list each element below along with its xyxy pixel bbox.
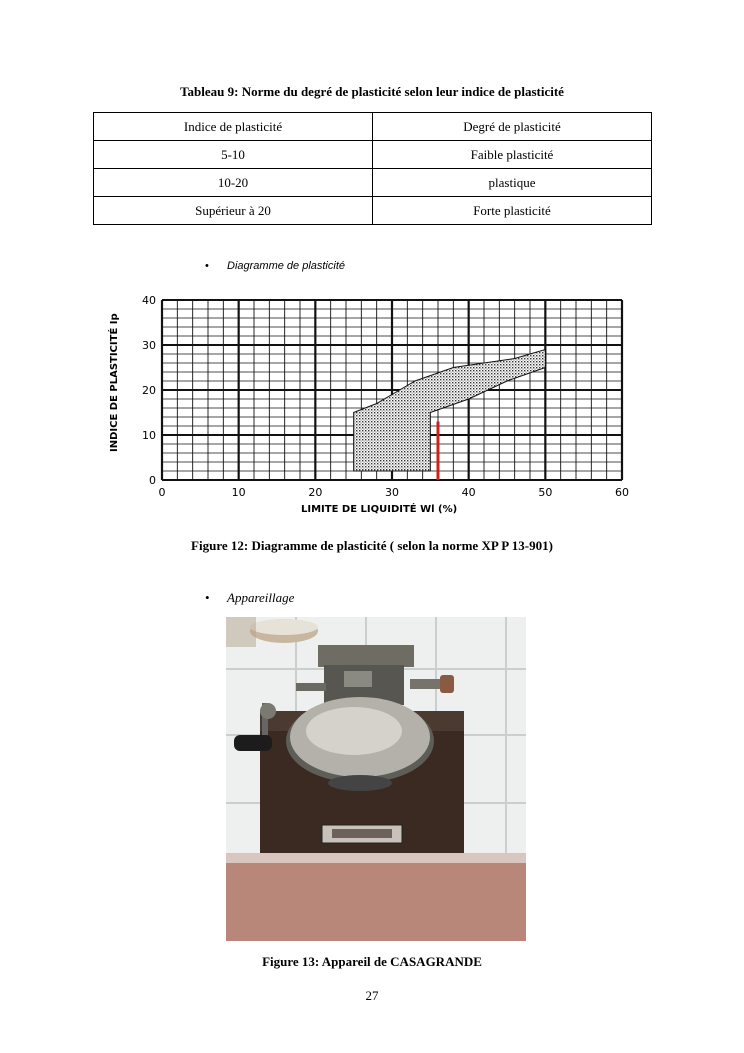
table-header-cell: Degré de plasticité	[373, 113, 652, 141]
y-tick-label: 0	[149, 474, 156, 487]
table-caption: Tableau 9: Norme du degré de plasticité selon leur indice de plasticité	[180, 84, 564, 99]
plasticity-table	[93, 112, 652, 225]
bullet-diagram	[205, 260, 345, 272]
table-header-cell: Indice de plasticité	[94, 113, 373, 141]
figure-12-caption: Figure 12: Diagramme de plasticité ( selon la norme XP P 13-901)	[191, 538, 553, 553]
table-cell: plastique	[373, 169, 652, 197]
figure-13-caption: Figure 13: Appareil de CASAGRANDE	[262, 954, 482, 969]
x-tick-label: 50	[538, 486, 553, 499]
x-axis-label: LIMITE DE LIQUIDITÉ Wl (%)	[301, 504, 458, 515]
x-tick-label: 10	[231, 486, 246, 499]
bullet-text: Appareillage	[227, 590, 295, 605]
bullet-dot-icon: •	[205, 590, 210, 605]
bullet-equipment	[205, 590, 294, 606]
y-tick-label: 30	[142, 339, 156, 352]
x-tick-label: 40	[461, 486, 476, 499]
table-cell: 5-10	[94, 141, 373, 169]
table-row	[94, 169, 652, 197]
y-axis-label: INDICE DE PLASTICITÉ Ip	[109, 313, 120, 452]
y-tick-label: 10	[142, 429, 156, 442]
table-cell: Forte plasticité	[373, 197, 652, 225]
page-number: 27	[365, 988, 379, 1003]
bullet-text: Diagramme de plasticité	[227, 260, 345, 272]
plasticity-chart	[104, 292, 644, 516]
table-row	[94, 141, 652, 169]
x-tick-label: 0	[158, 486, 166, 499]
casagrande-apparatus-photo	[226, 617, 526, 941]
y-tick-label: 40	[142, 294, 156, 307]
x-tick-label: 20	[308, 486, 323, 499]
table-header-row	[94, 113, 652, 141]
bullet-dot-icon: •	[205, 260, 209, 272]
table-row	[94, 197, 652, 225]
table-cell: Supérieur à 20	[94, 197, 373, 225]
x-tick-label: 30	[385, 486, 399, 499]
table-cell: 10-20	[94, 169, 373, 197]
table-cell: Faible plasticité	[373, 141, 652, 169]
y-tick-label: 20	[142, 384, 156, 397]
x-tick-label: 60	[615, 486, 629, 499]
